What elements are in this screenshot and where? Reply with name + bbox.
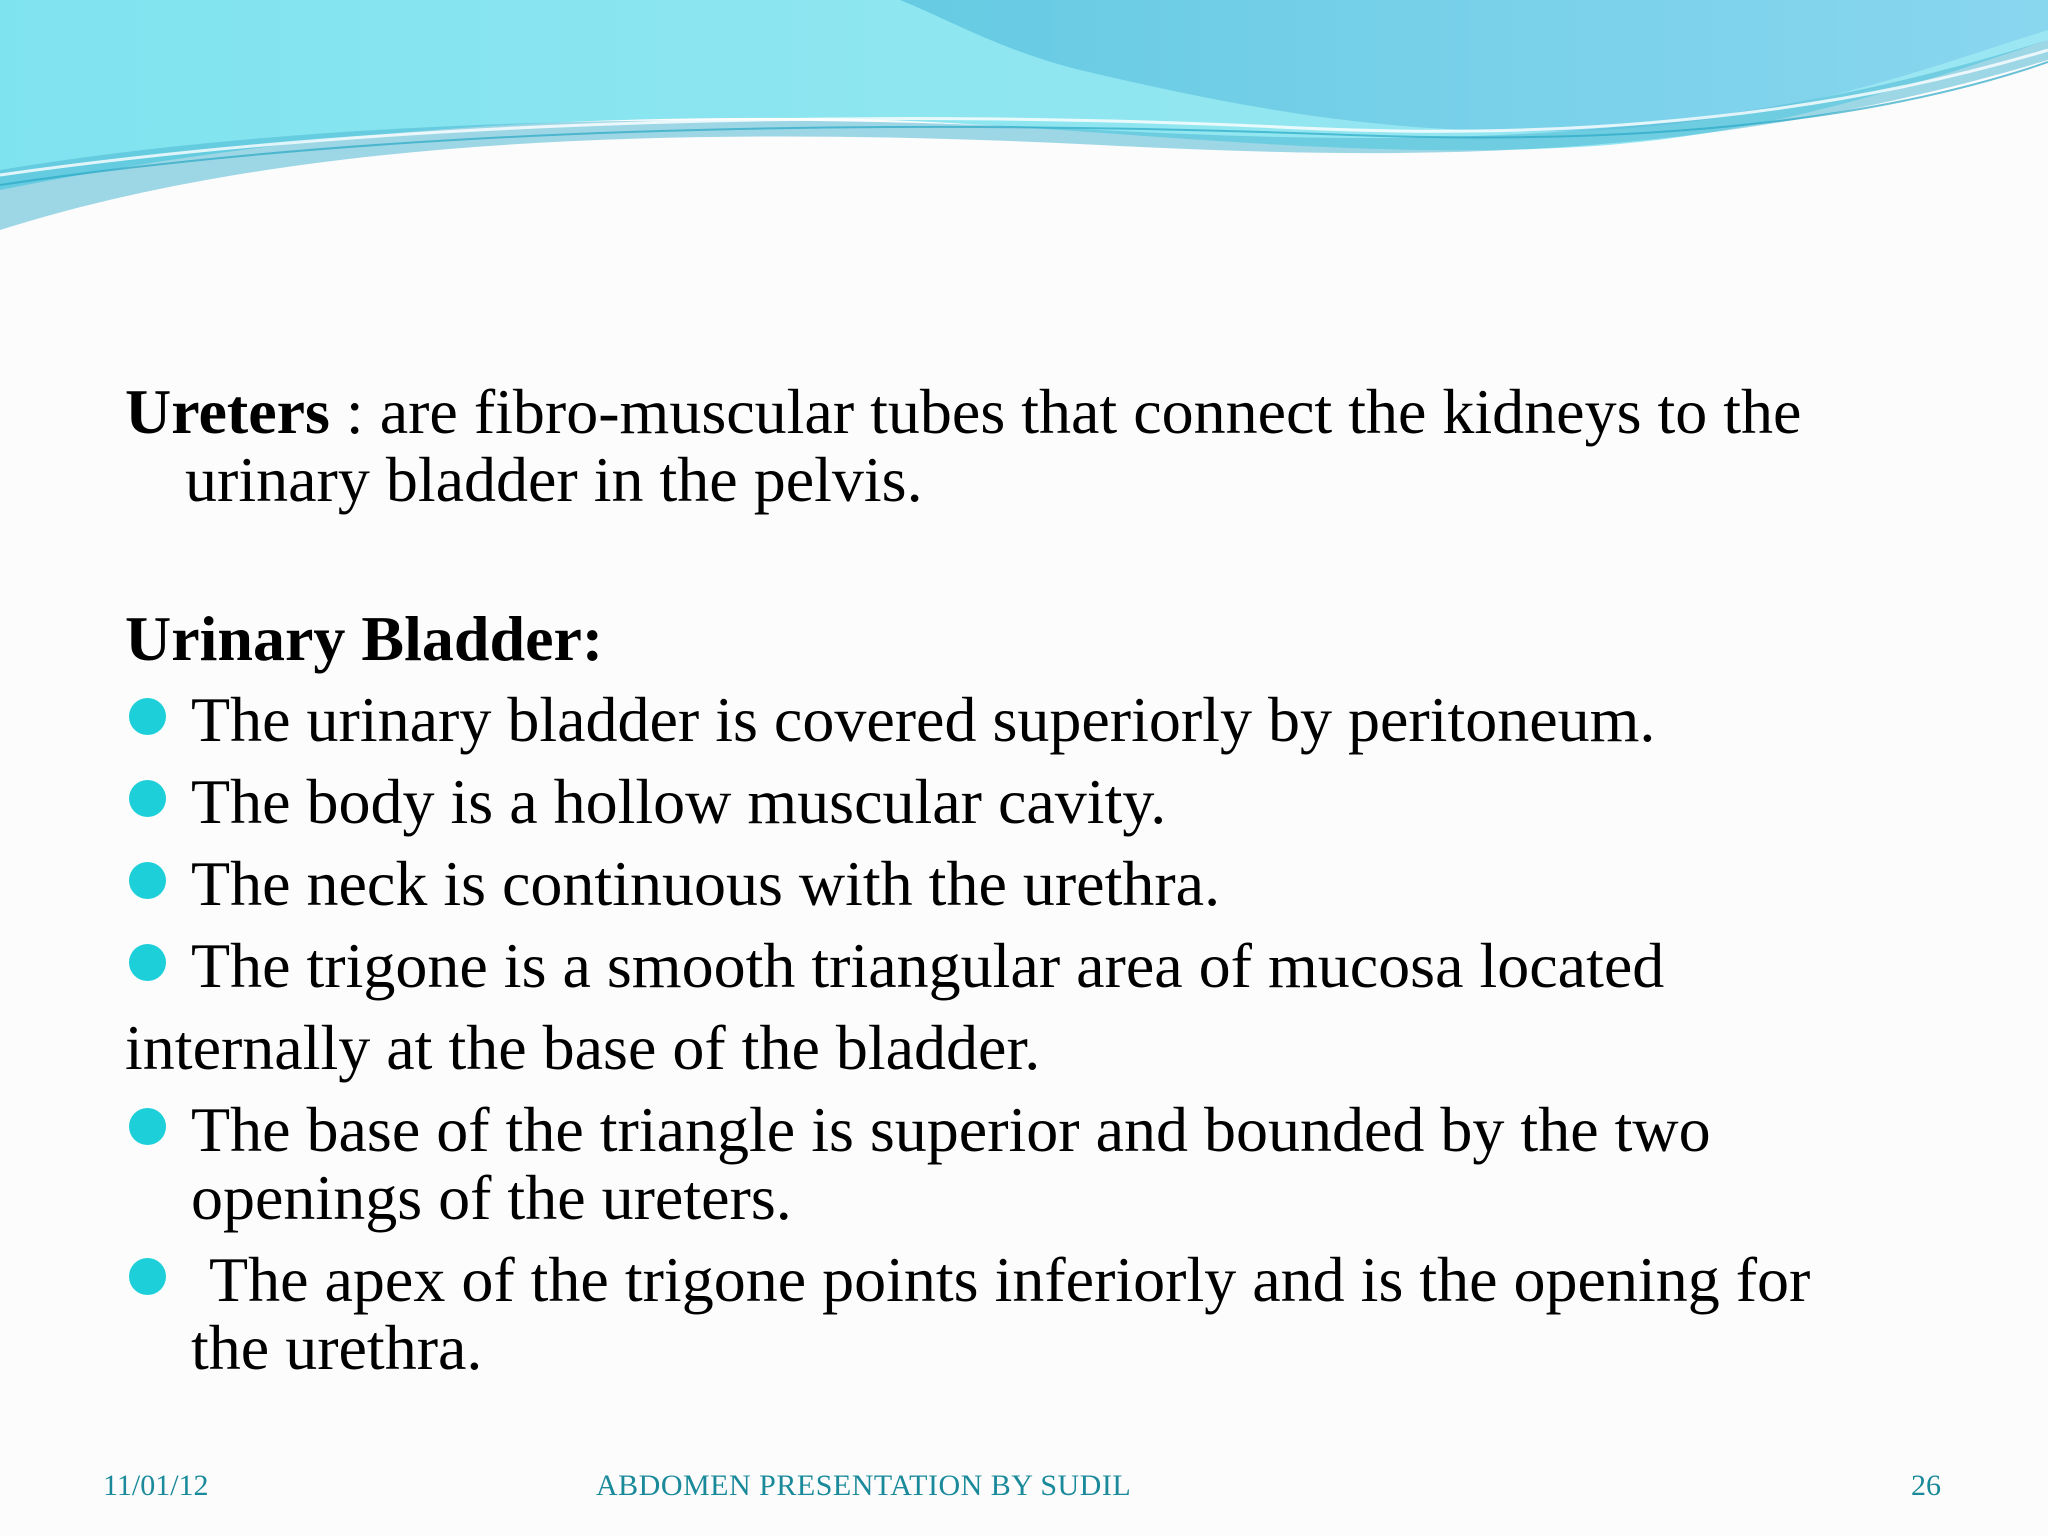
ureters-term: Ureters — [125, 376, 330, 447]
bullet-dot-icon — [129, 1108, 166, 1145]
bullet-dot-icon — [129, 944, 166, 981]
bullet-item: The base of the triangle is superior and bounded by the two openings of the ureters. — [125, 1096, 1825, 1232]
urinary-bladder-heading: Urinary Bladder: — [125, 603, 604, 674]
bullet-item: The urinary bladder is covered superiorly by peritoneum. — [125, 686, 1825, 754]
footer-title: ABDOMEN PRESENTATION BY SUDIL — [596, 1469, 1132, 1502]
ureters-definition: : are fibro-muscular tubes that connect the kidneys to the urinary bladder in the pelvis. — [185, 376, 1802, 515]
ureters-paragraph — [125, 378, 1825, 514]
slide-body — [125, 378, 1825, 1396]
bullet-item: The neck is continuous with the urethra. — [125, 850, 1825, 918]
bullet-dot-icon — [129, 780, 166, 817]
bullet-item: The body is a hollow muscular cavity. — [125, 768, 1825, 836]
bullet-dot-icon — [129, 1258, 166, 1295]
footer-page-number: 26 — [1911, 1469, 1941, 1502]
header-wave-decoration — [0, 0, 2048, 240]
bullet-dot-icon — [129, 862, 166, 899]
bullet-item-trigone: The trigone is a smooth triangular area of mucosa located internally at the base of the bladder. — [125, 930, 1665, 1083]
bullet-dot-icon — [129, 698, 166, 735]
footer-date: 11/01/12 — [103, 1469, 209, 1502]
bullet-item-apex: The apex of the trigone points inferiorly and is the opening for the urethra. — [125, 1246, 1825, 1382]
